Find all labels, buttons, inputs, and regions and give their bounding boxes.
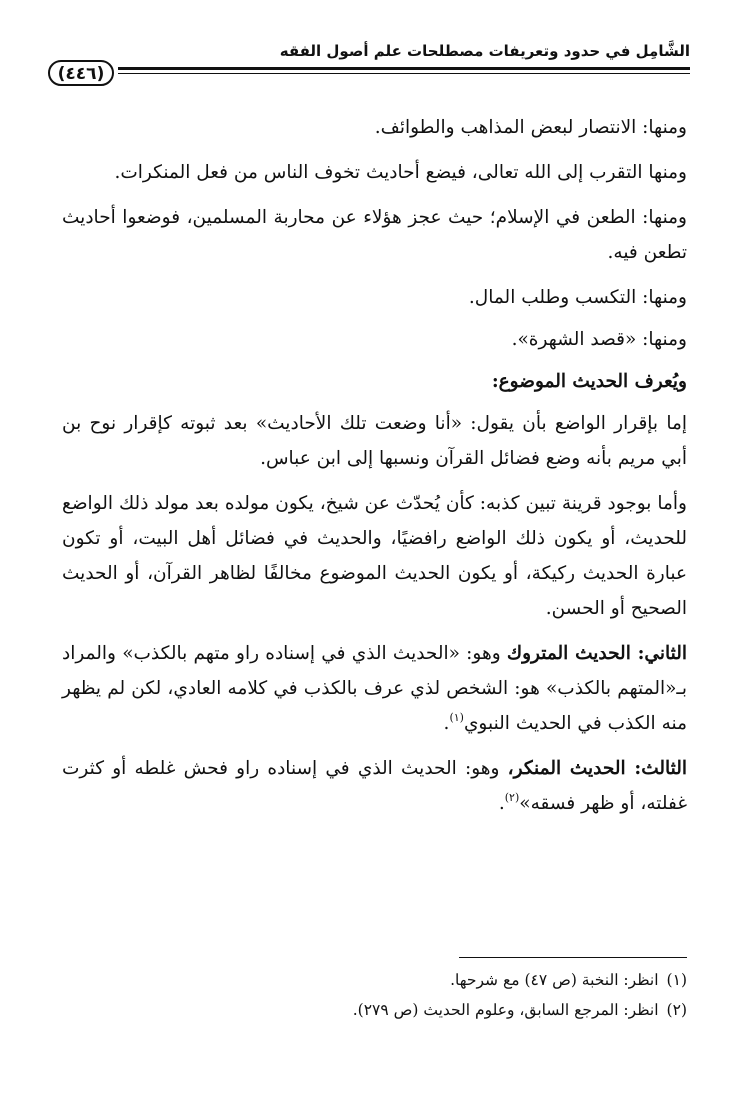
header-rule-thin <box>118 73 690 74</box>
footnote-ref[interactable]: (١) <box>449 711 464 724</box>
footnote-ref[interactable]: (٢) <box>504 791 520 804</box>
paragraph: ومنها التقرب إلى الله تعالى، فيضع أحاديث تخوف الناس من فعل المنكرات. <box>114 162 687 183</box>
footnote-separator <box>459 957 687 958</box>
sentence-end: . <box>443 713 450 734</box>
paragraph: ومنها: التكسب وطلب المال. <box>468 287 687 308</box>
footnote <box>62 965 687 995</box>
footnote-text: انظر: المرجع السابق، وعلوم الحديث (ص ٢٧٩). <box>352 1001 659 1019</box>
footnote-number: (٢) <box>666 1001 687 1019</box>
term-heading: الثاني: الحديث المتروك <box>506 643 687 664</box>
page-header <box>40 38 690 94</box>
paragraph: وأما بوجود قرينة تبين كذبه: كأن يُحدّث عن شيخ، يكون مولده بعد مولد ذلك الواضع للحديث، أو يكون ذلك الواضع رافضيًا، والحديث في فضائل أهل البيت، أو تكون عبارة الحديث ركيكة، أو يكون الحديث الموضوع مخالفًا لظاهر القرآن، أو الحديث الصحيح أو الحسن. <box>62 493 687 619</box>
paragraph: ومنها: الانتصار لبعض المذاهب والطوائف. <box>374 117 687 138</box>
paragraph: إما بإقرار الواضع بأن يقول: «أنا وضعت تلك الأحاديث» بعد ثبوته كإقرار نوح بن أبي مريم بأنه وضع فضائل القرآن ونسبها إلى ابن عباس. <box>62 413 687 469</box>
term-definition: وهو: الحديث الذي في إسناده راو فحش غلطه أو كثرت غفلته، أو ظهر فسقه» <box>62 758 687 814</box>
section-heading: ويُعرف الحديث الموضوع: <box>491 371 687 392</box>
footnote-text: انظر: النخبة (ص ٤٧) مع شرحها. <box>450 971 659 989</box>
paragraph <box>62 751 687 821</box>
footnote-number: (١) <box>666 971 687 989</box>
body-text <box>62 110 687 831</box>
footnotes <box>62 965 687 1025</box>
footnote <box>62 995 687 1025</box>
paragraph <box>62 636 687 741</box>
term-definition: وهو: «الحديث الذي في إسناده راو متهم بالكذب» والمراد بـ«المتهم بالكذب» هو: الشخص لذي عرف بالكذب في كلامه العادي، لكن لم يظهر منه الكذب في الحديث النبوي <box>62 643 687 734</box>
running-title: الشَّامِل في حدود وتعريفات مصطلحات علم أصول الفقه <box>279 42 690 60</box>
term-heading: الثالث: الحديث المنكر، <box>507 758 687 779</box>
header-rule <box>118 67 690 70</box>
paragraph: ومنها: «قصد الشهرة». <box>511 329 687 350</box>
sentence-end: . <box>498 793 505 814</box>
page-number: (٤٤٦) <box>48 60 114 86</box>
paragraph: ومنها: الطعن في الإسلام؛ حيث عجز هؤلاء عن محاربة المسلمين، فوضعوا أحاديث تطعن فيه. <box>62 207 687 263</box>
